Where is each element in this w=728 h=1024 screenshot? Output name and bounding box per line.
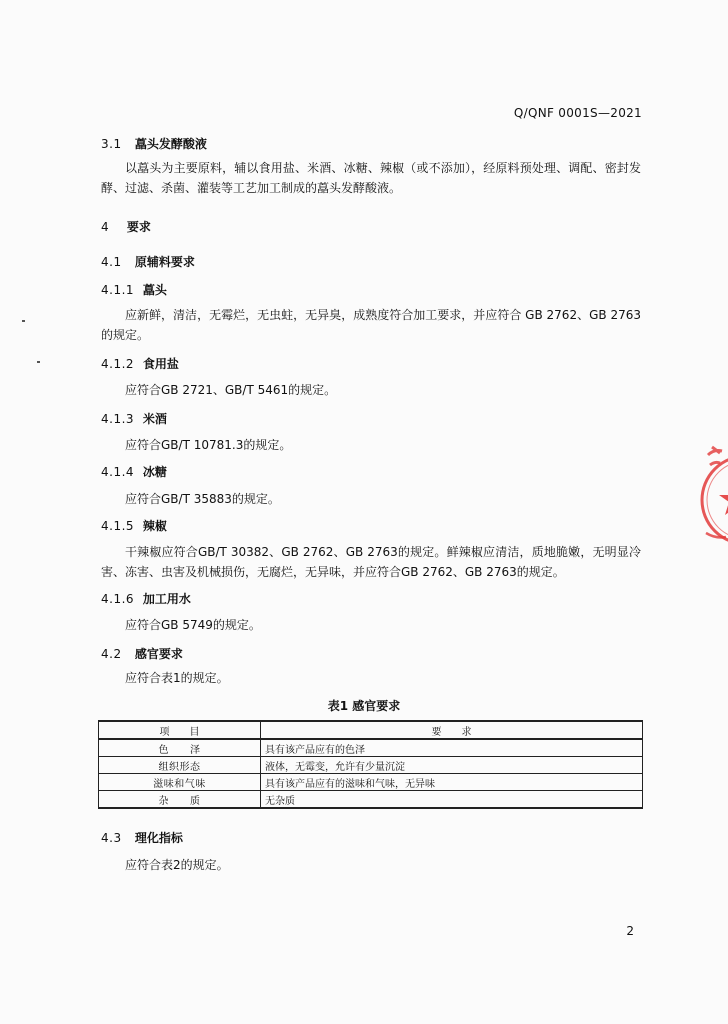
scan-speck	[22, 320, 25, 322]
paragraph-4-1-3: 应符合GB/T 10781.3的规定。	[125, 438, 292, 452]
table-row	[99, 757, 643, 774]
paragraph-4-2: 应符合表1的规定。	[125, 671, 229, 685]
heading-number: 4.1.4	[101, 465, 135, 479]
table-header-cell: 项 目	[99, 721, 261, 739]
heading-4-2	[101, 645, 183, 662]
heading-4	[101, 218, 151, 235]
heading-3-1	[101, 135, 207, 152]
heading-4-1-3	[101, 410, 167, 427]
table-cell-requirement: 无杂质	[261, 791, 643, 809]
heading-4-1-4	[101, 463, 167, 480]
table-cell-item: 滋味和气味	[99, 774, 261, 791]
paragraph-4-3: 应符合表2的规定。	[125, 858, 229, 872]
heading-title: 要求	[126, 220, 151, 234]
table-caption: 表1 感官要求	[327, 699, 401, 713]
heading-title: 辣椒	[142, 519, 167, 533]
heading-title: 理化指标	[134, 831, 183, 845]
heading-title: 米酒	[142, 412, 167, 426]
red-seal-stamp-icon	[698, 425, 728, 575]
table-header-cell: 要 求	[261, 721, 643, 739]
heading-4-1	[101, 253, 195, 270]
table-cell-requirement: 具有该产品应有的滋味和气味，无异味	[261, 774, 643, 791]
heading-title: 藠头	[142, 283, 167, 297]
table-row	[99, 774, 643, 791]
standard-number: Q/QNF 0001S—2021	[513, 106, 642, 120]
heading-number: 4.2	[101, 647, 122, 661]
heading-number: 4	[101, 220, 110, 234]
paragraph-4-1-2: 应符合GB 2721、GB/T 5461的规定。	[125, 383, 337, 397]
heading-number: 4.1.5	[101, 519, 135, 533]
paragraph-4-1-1: 应新鲜，清洁，无霉烂，无虫蛀，无异臭，成熟度符合加工要求，并应符合 GB 2762、GB 2763 的规定。	[101, 308, 641, 342]
heading-4-1-2	[101, 355, 179, 372]
table-cell-requirement: 具有该产品应有的色泽	[261, 739, 643, 757]
page-number: 2	[626, 924, 634, 938]
heading-4-1-5	[101, 517, 167, 534]
heading-title: 食用盐	[142, 357, 179, 371]
table-cell-item: 杂 质	[99, 791, 261, 809]
table-cell-item: 色 泽	[99, 739, 261, 757]
heading-title: 感官要求	[134, 647, 183, 661]
sensory-requirements-table	[98, 720, 643, 809]
heading-4-1-1	[101, 281, 167, 298]
heading-title: 冰糖	[142, 465, 167, 479]
table-row	[99, 739, 643, 757]
heading-4-1-6	[101, 590, 191, 607]
heading-number: 4.1.2	[101, 357, 135, 371]
table-cell-requirement: 液体，无霉变，允许有少量沉淀	[261, 757, 643, 774]
heading-number: 4.1.6	[101, 592, 135, 606]
heading-4-3	[101, 829, 183, 846]
heading-title: 藠头发酵酸液	[134, 137, 207, 151]
table-row	[99, 791, 643, 809]
heading-number: 3.1	[101, 137, 122, 151]
heading-title: 原辅料要求	[134, 255, 195, 269]
heading-title: 加工用水	[142, 592, 191, 606]
heading-number: 4.1.3	[101, 412, 135, 426]
heading-number: 4.1.1	[101, 283, 135, 297]
paragraph-3-1: 以藠头为主要原料，辅以食用盐、米酒、冰糖、辣椒（或不添加），经原料预处理、调配、密封发酵、过滤、杀菌、灌装等工艺加工制成的藠头发酵酸液。	[101, 161, 641, 195]
paragraph-4-1-5: 干辣椒应符合GB/T 30382、GB 2762、GB 2763的规定。鲜辣椒应清洁，质地脆嫩，无明显冷害、冻害、虫害及机械损伤，无腐烂，无异味，并应符合GB 2762、GB 2763的规定。	[101, 545, 641, 579]
table-header-row	[99, 721, 643, 739]
paragraph-4-1-4: 应符合GB/T 35883的规定。	[125, 492, 280, 506]
paragraph-4-1-6: 应符合GB 5749的规定。	[125, 618, 261, 632]
heading-number: 4.3	[101, 831, 122, 845]
table-cell-item: 组织形态	[99, 757, 261, 774]
scan-speck	[37, 361, 40, 363]
heading-number: 4.1	[101, 255, 122, 269]
